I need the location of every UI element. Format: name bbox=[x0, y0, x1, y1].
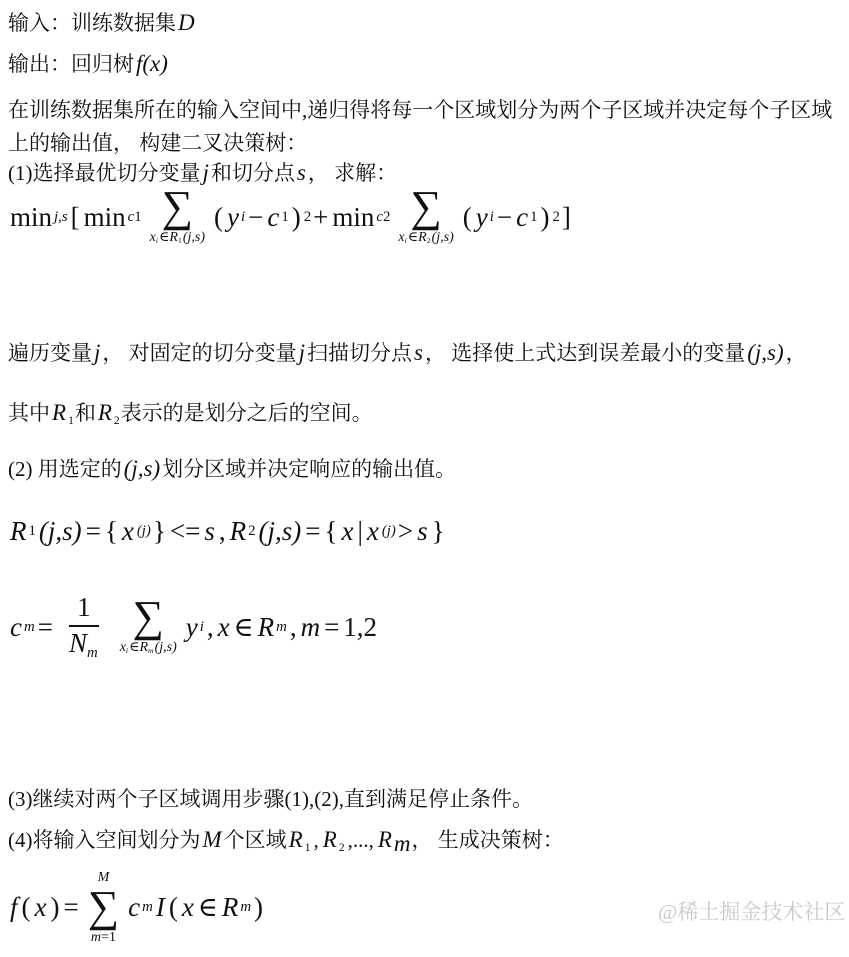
math-var: s bbox=[296, 160, 306, 185]
math-symbol: { bbox=[104, 516, 118, 546]
formula-regions bbox=[8, 516, 447, 547]
formula-min-split bbox=[8, 182, 573, 246]
math-var: m bbox=[300, 611, 321, 642]
math-symbol: = bbox=[324, 611, 340, 642]
math-symbol: 2 bbox=[383, 208, 391, 225]
math-var: m bbox=[393, 831, 411, 857]
math-var: m bbox=[148, 646, 154, 656]
line-input bbox=[8, 6, 197, 40]
math-var: j bbox=[202, 160, 209, 185]
math-var: R bbox=[169, 229, 178, 245]
text-run: 和切分点 bbox=[210, 161, 295, 185]
math-symbol: , bbox=[206, 611, 214, 642]
sum-lower-limit bbox=[120, 640, 177, 657]
math-symbol: 1,2 bbox=[343, 611, 378, 642]
math-symbol: min bbox=[10, 201, 53, 232]
math-summation bbox=[398, 182, 454, 246]
math-var: i bbox=[240, 208, 246, 225]
math-superscript bbox=[304, 209, 311, 226]
text-run: 个区域 bbox=[223, 828, 287, 852]
math-symbol: min bbox=[332, 201, 375, 232]
math-var: m bbox=[276, 618, 287, 635]
math-var: x bbox=[119, 639, 126, 655]
math-symbol: ( bbox=[21, 892, 31, 923]
math-summation bbox=[119, 591, 177, 656]
math-symbol: 1 bbox=[68, 415, 74, 428]
math-var: (j,s) bbox=[38, 516, 82, 546]
math-var: R bbox=[418, 229, 427, 245]
math-subscript bbox=[54, 209, 68, 226]
math-subscript bbox=[376, 209, 390, 226]
text-run: 其中 bbox=[8, 401, 50, 425]
math-symbol: , bbox=[289, 611, 297, 642]
text-run: 和 bbox=[74, 401, 96, 425]
math-symbol: ∈ bbox=[197, 892, 218, 923]
math-symbol: 1 bbox=[134, 208, 142, 225]
math-symbol: 2 bbox=[113, 415, 120, 428]
math-var: c bbox=[128, 892, 141, 923]
math-symbol: = bbox=[63, 892, 79, 923]
math-subscript bbox=[128, 209, 142, 226]
math-symbol: − bbox=[248, 201, 264, 232]
text-run: ， 求解： bbox=[307, 161, 398, 185]
text-run: ， 选择使上式达到误差最小的变量 bbox=[424, 341, 746, 365]
math-var: R bbox=[229, 516, 247, 546]
math-fraction bbox=[61, 593, 107, 661]
math-var: y bbox=[475, 201, 488, 232]
math-symbol: 1 bbox=[530, 208, 538, 225]
math-var: i bbox=[489, 208, 494, 225]
math-var: (j) bbox=[136, 523, 151, 539]
math-var: f bbox=[10, 892, 18, 923]
math-var: R bbox=[288, 827, 303, 852]
sum-lower-limit bbox=[398, 230, 453, 247]
fraction-denominator bbox=[61, 627, 107, 662]
math-subscript bbox=[142, 899, 153, 916]
math-var: x bbox=[149, 229, 156, 245]
math-symbol: <= bbox=[169, 516, 201, 546]
text-run: 遍历变量 bbox=[8, 341, 92, 365]
math-var: R bbox=[52, 400, 67, 425]
math-var: (j,s) bbox=[747, 340, 784, 365]
math-var: c bbox=[516, 201, 529, 232]
math-subscript bbox=[393, 831, 411, 857]
math-subscript bbox=[24, 619, 35, 636]
math-var: s bbox=[414, 340, 423, 365]
math-symbol: { bbox=[324, 516, 338, 546]
step-1-text bbox=[8, 156, 397, 190]
math-var: f(x) bbox=[136, 51, 168, 76]
math-var: m bbox=[240, 899, 252, 916]
math-symbol: 1 bbox=[28, 523, 36, 539]
math-var: m bbox=[142, 899, 153, 916]
math-symbol: = bbox=[305, 516, 321, 546]
math-var: (j,s) bbox=[154, 639, 177, 655]
math-var: R bbox=[10, 516, 27, 546]
math-var: c bbox=[127, 208, 135, 225]
step-4-text bbox=[8, 823, 564, 865]
math-symbol: 2 bbox=[303, 208, 312, 225]
math-symbol: ( bbox=[213, 201, 223, 232]
math-superscript bbox=[137, 523, 151, 540]
text-run: 输出：回归树 bbox=[8, 52, 134, 76]
text-run: 划分区域并决定响应的输出值。 bbox=[162, 457, 457, 481]
formula-fx bbox=[8, 870, 265, 946]
math-symbol: ] bbox=[561, 201, 571, 232]
math-symbol: } bbox=[431, 516, 445, 546]
math-symbol: 2 bbox=[338, 842, 345, 855]
math-symbol: ) bbox=[291, 201, 301, 232]
math-symbol: + bbox=[313, 201, 329, 232]
math-superscript bbox=[382, 523, 396, 540]
math-var: c bbox=[10, 611, 22, 642]
math-subscript bbox=[305, 842, 311, 854]
math-var: R bbox=[97, 400, 112, 425]
math-symbol: , bbox=[218, 516, 226, 546]
math-var: M bbox=[202, 827, 222, 852]
math-var: j,s bbox=[54, 208, 68, 225]
math-subscript bbox=[427, 236, 431, 245]
math-var: R bbox=[221, 892, 239, 923]
math-symbol: , bbox=[313, 828, 319, 852]
text-run: 输入：训练数据集 bbox=[8, 11, 176, 35]
math-var: (j,s) bbox=[431, 229, 454, 245]
math-subscript bbox=[240, 899, 251, 916]
math-symbol: min bbox=[83, 201, 126, 232]
math-subscript bbox=[405, 236, 407, 245]
math-subscript bbox=[281, 209, 288, 226]
math-summation bbox=[149, 182, 205, 246]
math-symbol: = bbox=[37, 611, 53, 642]
math-symbol: 1 bbox=[77, 592, 91, 622]
math-subscript bbox=[276, 619, 287, 636]
math-subscript bbox=[200, 619, 204, 636]
math-symbol: ∈ bbox=[129, 639, 140, 655]
math-var: R bbox=[139, 639, 148, 655]
math-symbol: | bbox=[357, 516, 363, 546]
math-var: (j,s) bbox=[123, 456, 161, 481]
line-output bbox=[8, 47, 170, 81]
math-symbol: ) bbox=[50, 892, 60, 923]
math-var: x bbox=[121, 516, 134, 546]
sigma-icon: ∑ bbox=[410, 182, 442, 231]
sum-lower-limit bbox=[91, 930, 116, 946]
math-var: m bbox=[86, 644, 98, 661]
text-run: 扫描切分点 bbox=[307, 341, 413, 365]
math-var: (j,s) bbox=[182, 229, 205, 245]
text-run: ， 对固定的切分变量 bbox=[102, 341, 297, 365]
formula-cm bbox=[8, 593, 379, 661]
math-var: i bbox=[404, 236, 407, 246]
math-var: R bbox=[257, 611, 275, 642]
math-var: y bbox=[185, 611, 198, 642]
math-var: (j,s) bbox=[258, 516, 302, 546]
math-symbol: = bbox=[85, 516, 101, 546]
step-2-text bbox=[8, 452, 456, 486]
math-var: R bbox=[377, 827, 392, 852]
text-run: 表示的是划分之后的空间。 bbox=[120, 401, 373, 425]
math-var: j bbox=[298, 340, 306, 365]
math-summation bbox=[88, 870, 119, 946]
sigma-icon: ∑ bbox=[87, 882, 120, 932]
math-var: x bbox=[181, 892, 194, 923]
math-symbol: 1 bbox=[304, 842, 311, 855]
math-var: x bbox=[366, 516, 379, 546]
math-var: m bbox=[90, 929, 102, 945]
math-superscript bbox=[552, 209, 559, 226]
text-run: ， 生成决策树： bbox=[411, 828, 564, 852]
math-var: R bbox=[322, 827, 337, 852]
math-var: (j) bbox=[381, 523, 396, 539]
math-var: s bbox=[417, 516, 428, 546]
math-var: i bbox=[125, 646, 129, 656]
sum-lower-limit bbox=[150, 230, 205, 247]
math-subscript bbox=[87, 645, 98, 661]
math-var: I bbox=[155, 892, 165, 923]
math-subscript bbox=[339, 842, 345, 854]
math-var: D bbox=[178, 10, 195, 35]
math-var: M bbox=[97, 870, 110, 885]
math-symbol: 1 bbox=[177, 236, 182, 246]
paragraph-traverse bbox=[8, 336, 807, 370]
math-symbol: ) bbox=[540, 201, 550, 232]
math-symbol: = bbox=[101, 929, 109, 945]
math-var: x bbox=[217, 611, 230, 642]
watermark: @稀土掘金技术社区 bbox=[658, 900, 846, 924]
text-run: (2) 用选定的 bbox=[8, 457, 122, 481]
math-subscript bbox=[178, 236, 182, 245]
math-symbol: ∈ bbox=[159, 229, 170, 245]
math-symbol: 1 bbox=[108, 929, 116, 945]
math-symbol: 2 bbox=[552, 208, 560, 225]
math-symbol: > bbox=[397, 516, 414, 546]
step-3-text bbox=[8, 783, 533, 816]
math-symbol: ( bbox=[168, 892, 178, 923]
math-symbol: − bbox=[496, 201, 513, 232]
math-subscript bbox=[530, 209, 537, 226]
math-var: x bbox=[398, 229, 405, 245]
fraction-numerator bbox=[69, 593, 99, 627]
math-var: c bbox=[267, 201, 280, 232]
math-var: i bbox=[155, 236, 159, 246]
sigma-icon: ∑ bbox=[132, 591, 164, 641]
math-symbol: 2 bbox=[248, 523, 256, 539]
math-subscript bbox=[248, 523, 255, 540]
math-subscript bbox=[114, 415, 120, 427]
math-var: j bbox=[94, 340, 101, 365]
math-subscript bbox=[148, 646, 154, 655]
math-subscript bbox=[156, 236, 158, 245]
math-subscript bbox=[68, 415, 74, 427]
math-symbol: ) bbox=[254, 892, 264, 923]
math-symbol: ( bbox=[462, 201, 472, 232]
math-var: x bbox=[341, 516, 354, 546]
text-run: (3)继续对两个子区域调用步骤(1),(2),直到满足停止条件。 bbox=[8, 787, 533, 811]
text-run: 上的输出值， 构建二叉决策树： bbox=[8, 131, 308, 155]
math-symbol: 2 bbox=[426, 236, 431, 246]
math-var: i bbox=[199, 618, 204, 635]
math-var: s bbox=[204, 516, 215, 546]
text-run: (4)将输入空间划分为 bbox=[8, 828, 201, 852]
text-run: (1)选择最优切分变量 bbox=[8, 161, 201, 185]
math-symbol: } bbox=[152, 516, 166, 546]
math-var: N bbox=[68, 627, 87, 658]
text-run: ， bbox=[785, 341, 807, 365]
math-symbol: 1 bbox=[281, 208, 289, 225]
math-subscript bbox=[490, 209, 494, 226]
sigma-icon: ∑ bbox=[161, 182, 194, 231]
math-symbol: ,..., bbox=[347, 828, 374, 852]
math-var: y bbox=[226, 201, 239, 232]
paragraph-intro-line1 bbox=[8, 94, 832, 127]
math-subscript bbox=[241, 209, 245, 226]
math-symbol: [ bbox=[70, 201, 80, 232]
math-subscript bbox=[29, 523, 36, 540]
math-subscript bbox=[126, 646, 128, 655]
text-run: 在训练数据集所在的输入空间中,递归得将每一个区域划分为两个子区域并决定每个子区域 bbox=[8, 98, 833, 122]
math-symbol: ∈ bbox=[407, 229, 419, 245]
math-var: x bbox=[34, 892, 47, 923]
paragraph-regions bbox=[8, 396, 373, 438]
math-symbol: ∈ bbox=[233, 611, 254, 642]
math-var: m bbox=[23, 618, 35, 635]
math-var: c bbox=[376, 208, 383, 225]
